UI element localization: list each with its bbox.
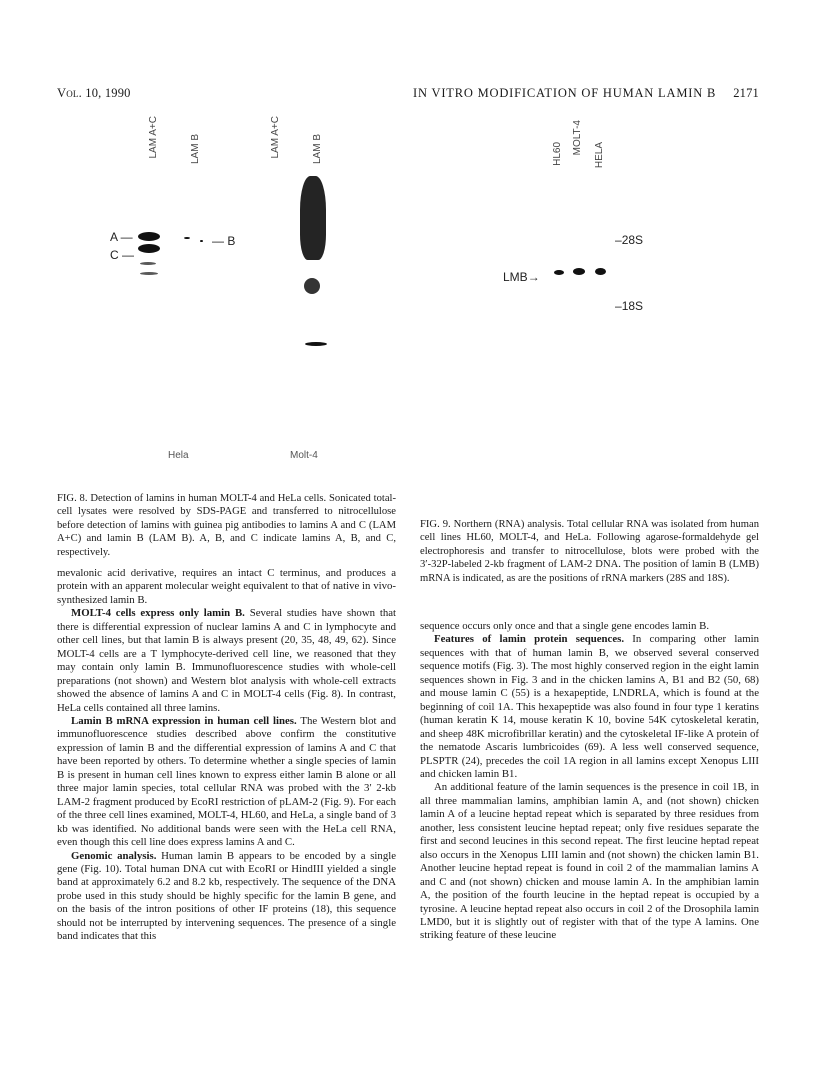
blot-band [184, 237, 190, 239]
blot-smear [300, 176, 326, 260]
marker-18s: –18S [615, 299, 644, 313]
section-heading: MOLT-4 cells express only lamin B. [71, 607, 245, 620]
blot-band [140, 262, 156, 265]
section-heading: Lamin B mRNA expression in human cell lines. [71, 714, 297, 727]
running-title: IN VITRO MODIFICATION OF HUMAN LAMIN B [413, 86, 717, 100]
fig8-lane-label: LAM B [312, 134, 323, 165]
fig8-lane-label: LAM A+C [270, 116, 281, 159]
rna-band-molt4 [573, 268, 585, 275]
marker-lamin-c: C — [110, 248, 135, 262]
fig9-lane-label: HELA [594, 142, 605, 169]
paragraph: sequence occurs only once and that a single gene encodes lamin B. [420, 620, 710, 632]
marker-28s: –28S [615, 233, 644, 247]
paragraph: mevalonic acid derivative, requires an intact C terminus, and produces a protein with an apparent molecular weight equivalent to that of native in vivo-synthesized lamin B. [57, 567, 396, 606]
paragraph: Features of lamin protein sequences. In comparing other lamin sequences with that of human lamin B, we observed several conserved sequence motifs (Fig. 3). The most highly conserved region in the eight lamin sequences shown in Fig. 3 and in the chicken lamins A, B1 and B2 (50, 68) and mouse lamin C (55) is a hexapeptide, LNDRLA, which is found at the beginning of coil 1A. This hexapeptide was also found in four type 1 keratins (human keratin K 14, mouse keratin K 10, bovine 54K cytoskeletal keratin, and sheep 48K microfibrillar keratin) and the cytoskeletal IF-like A protein of the nematode Ascaris lumbricoides (69). A less well conserved sequence, PLSPTR (24), precedes the coil 1A region in all lamins except Xenopus LIII and chicken lamin B1. [420, 633, 759, 780]
fig8-lane-label: LAM A+C [148, 116, 159, 159]
fig9-caption: FIG. 9. Northern (RNA) analysis. Total cellular RNA was isolated from human cell lines HL60, MOLT-4, and HeLa. Following agarose-formaldehyde gel electrophoresis and transfer to nitrocellulose, blots were probed with the 3′-32P-labeled 2-kb fragment of LAM-2 DNA. The position of lamin B (LMB) mRNA is indicated, as are the positions of rRNA markers (28S and 18S). [420, 519, 759, 584]
marker-lamin-b: — B [212, 234, 236, 248]
paragraph: Lamin B mRNA expression in human cell lines. The Western blot and immunofluorescence studies described above confirm the constitutive expression of lamin B and the differential expression of lamins A and C that have been reported by others. To determine whether a single species of lamin B is present in human cell lines known to express either lamin B alone or all three major lamin species, total cellular RNA was probed with the 3′ 2-kb LAM-2 fragment produced by EcoRI restriction of pLAM-2 (Fig. 9). For each of the three cell lines examined, MOLT-4, HL60, and HeLa, a single band of 3 kb was identified. No additional bands were seen with the HeLa cell RNA, even though this cell line does express lamins A and C. [57, 714, 396, 849]
left-column [57, 567, 396, 944]
fig8-cell-label: Molt-4 [290, 450, 318, 461]
figure-9 [500, 110, 680, 350]
journal-volume: Vol. 10, 1990 [57, 86, 131, 100]
right-column [420, 620, 759, 943]
paragraph: An additional feature of the lamin sequences is the presence in coil 1B, in all three mammalian lamins, amphibian lamin A, and (not shown) chicken lamin A of a leucine heptad repeat which is separated by three residues from another, less consistent leucine heptad repeat; only five residues separate the first and second leucines in this second repeat. The first leucine heptad repeat also occurs in the Xenopus LIII lamin and (not shown) the chicken lamin B1. Another leucine heptad repeat is found in coil 2 of the mammalian lamins A and C and (not shown) chicken and mouse lamin A. In the amphibian lamin A, the position of the fourth leucine in the heptad repeat is occupied by a tyrosine. A leucine heptad repeat also occurs in coil 2 of the Drosophila lamin LMD0, but it is slightly out of register with that of the type A lamins. One striking feature of these leucine [420, 781, 759, 942]
paragraph: Genomic analysis. Human lamin B appears to be encoded by a single gene (Fig. 10). Total human DNA cut with EcoRI or HindIII yielded a single band at approximately 6.2 and 8.2 kb, respectively. The sequence of the DNA probe used in this study should be highly specific for the lamin B gene, and on the basis of the intron positions of other IF proteins (18), this sequence should not be interrupted by intervening sequences. The presence of a single band indicates that this [57, 849, 397, 943]
section-heading: Features of lamin protein sequences. [434, 633, 625, 646]
fig8-lane-label: LAM B [190, 134, 201, 165]
figure-8 [100, 110, 370, 470]
page-number: 2171 [733, 86, 759, 100]
marker-lamin-a: A — [110, 230, 133, 244]
fig8-caption: FIG. 8. Detection of lamins in human MOLT-4 and HeLa cells. Sonicated total-cell lysates were resolved by SDS-PAGE and transferred to nitrocellulose before detection of lamins with guinea pig antibodies to lamins A and C (LAM A+C) and lamin B (LAM B). A, B, and C indicate lamins A, B, and C, respectively. [57, 493, 396, 558]
paragraph: MOLT-4 cells express only lamin B. Several studies have shown that there is differential expression of nuclear lamins A and C in lymphocyte and other cell lines, but that lamin B is always present (20, 35, 48, 49, 62). Since MOLT-4 cells are a T lymphocyte-derived cell line, we reasoned that they may contain only lamin B. Immunofluorescence studies with whole-cell preparations (not shown) and Western blot analysis with whole-cell extracts showed the absence of lamins A and C in MOLT-4 cells (Fig. 8). In contrast, HeLa cells contained all three lamins. [57, 607, 397, 714]
section-heading: Genomic analysis. [71, 849, 157, 862]
blot-band [140, 272, 158, 275]
blot-band [200, 240, 203, 242]
blot-band [138, 244, 160, 253]
rna-band-hela [595, 268, 606, 275]
marker-lmb: LMB→ [503, 270, 540, 284]
blot-band [305, 342, 327, 346]
fig9-lane-label: MOLT-4 [572, 120, 583, 156]
fig9-lane-label: HL60 [552, 142, 563, 166]
fig8-cell-label: Hela [168, 450, 189, 461]
rna-band-hl60 [554, 270, 564, 275]
blot-band [304, 278, 320, 294]
blot-band [138, 232, 160, 241]
